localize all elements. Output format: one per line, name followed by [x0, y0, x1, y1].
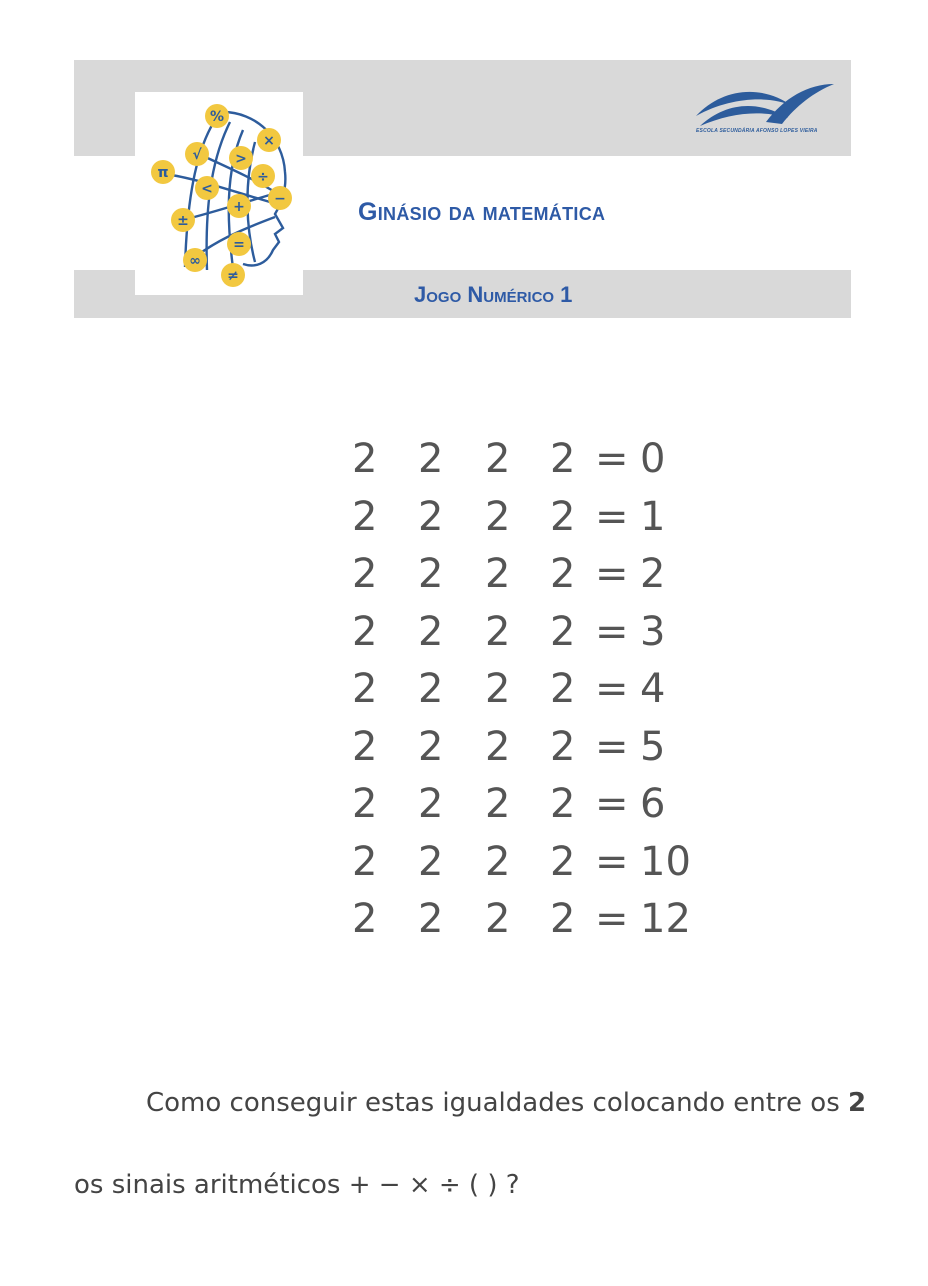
equation-row	[352, 839, 712, 897]
operand: 2	[485, 781, 511, 827]
operand: 2	[485, 896, 511, 942]
operand: 2	[352, 493, 378, 540]
question-line-1	[74, 1062, 874, 1144]
operand: 2	[418, 896, 444, 942]
svg-text:×: ×	[263, 133, 275, 149]
svg-text:÷: ÷	[257, 169, 269, 185]
operand: 2	[550, 493, 576, 540]
operand: 2	[418, 608, 444, 655]
question-bold-number: 2	[848, 1088, 867, 1118]
operand: 2	[352, 896, 378, 942]
operand: 2	[352, 551, 378, 597]
result: 2	[640, 551, 666, 597]
svg-text:>: >	[235, 151, 247, 167]
operand: 2	[418, 723, 444, 770]
equals-sign: =	[595, 436, 629, 482]
equals-sign: =	[595, 838, 629, 885]
equals-sign: =	[595, 608, 629, 655]
question-line-2: os sinais aritméticos + − × ÷ ( ) ?	[74, 1170, 520, 1200]
operand: 2	[352, 436, 378, 482]
equation-row	[352, 494, 712, 552]
operand: 2	[485, 723, 511, 770]
svg-text:=: =	[233, 237, 245, 253]
question-paragraph	[74, 1062, 874, 1226]
equation-row	[352, 551, 712, 609]
operand: 2	[550, 608, 576, 655]
result: 6	[640, 781, 666, 827]
operand: 2	[418, 781, 444, 827]
svg-text:∞: ∞	[189, 253, 201, 269]
svg-text:±: ±	[177, 213, 189, 229]
equals-sign: =	[595, 551, 629, 597]
svg-text:√: √	[192, 147, 202, 163]
equation-row	[352, 724, 712, 782]
svg-text:−: −	[274, 191, 286, 207]
operand: 2	[418, 493, 444, 540]
operand: 2	[485, 666, 511, 712]
operand: 2	[550, 436, 576, 482]
operand: 2	[485, 551, 511, 597]
operand: 2	[352, 781, 378, 827]
operand: 2	[550, 838, 576, 885]
math-gym-logo	[135, 92, 303, 295]
equation-row	[352, 666, 712, 724]
equation-list	[352, 436, 712, 954]
svg-text:+: +	[233, 199, 245, 215]
equals-sign: =	[595, 723, 629, 770]
equals-sign: =	[595, 493, 629, 540]
school-name: ESCOLA SECUNDÁRIA AFONSO LOPES VIEIRA	[696, 128, 818, 134]
operand: 2	[485, 493, 511, 540]
result: 4	[640, 666, 666, 712]
svg-text:π: π	[157, 165, 169, 181]
svg-text:≠: ≠	[227, 268, 239, 284]
operand: 2	[418, 666, 444, 712]
equation-row	[352, 781, 712, 839]
page-subtitle: Jogo Numérico 1	[414, 282, 573, 307]
operand: 2	[418, 436, 444, 482]
equals-sign: =	[595, 666, 629, 712]
result: 12	[640, 896, 691, 942]
operand: 2	[418, 551, 444, 597]
operand: 2	[550, 551, 576, 597]
operand: 2	[485, 436, 511, 482]
operand: 2	[550, 896, 576, 942]
result: 10	[640, 838, 691, 885]
svg-text:<: <	[201, 181, 213, 197]
equation-row	[352, 609, 712, 667]
operand: 2	[418, 838, 444, 885]
head-symbols-logo-icon	[135, 92, 303, 295]
result: 1	[640, 493, 666, 540]
operand: 2	[352, 608, 378, 655]
result: 3	[640, 608, 666, 655]
page-title: Ginásio da matemática	[358, 198, 606, 226]
operand: 2	[485, 838, 511, 885]
operand: 2	[485, 608, 511, 655]
operand: 2	[550, 723, 576, 770]
result: 5	[640, 723, 666, 770]
equation-row	[352, 896, 712, 954]
question-text: Como conseguir estas igualdades colocando entre os	[146, 1088, 849, 1118]
result: 0	[640, 436, 666, 482]
operand: 2	[352, 666, 378, 712]
operand: 2	[352, 838, 378, 885]
equals-sign: =	[595, 781, 629, 827]
equation-row	[352, 436, 712, 494]
svg-text:%: %	[209, 109, 225, 125]
operand: 2	[550, 781, 576, 827]
operand: 2	[550, 666, 576, 712]
operand: 2	[352, 723, 378, 770]
equals-sign: =	[595, 896, 629, 942]
